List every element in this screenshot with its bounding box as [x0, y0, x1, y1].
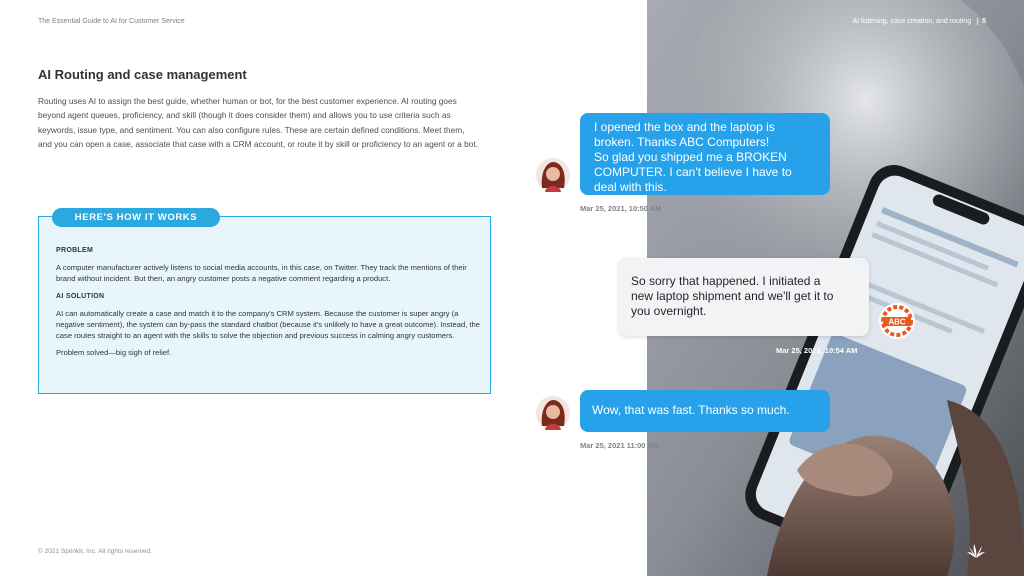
timestamp-3: Mar 25, 2021 11:00 AM — [580, 441, 659, 450]
abc-computers-logo-icon — [879, 303, 915, 339]
message-line: So glad you shipped me a BROKEN — [594, 150, 787, 164]
message-line: So sorry that happened. I initiated a — [631, 274, 821, 288]
solution-label: AI SOLUTION — [56, 292, 105, 300]
problem-label: PROBLEM — [56, 247, 94, 254]
customer-avatar-icon — [536, 396, 570, 430]
header-guide-title: The Essential Guide to AI for Customer Service — [38, 18, 185, 25]
how-it-works-content — [56, 245, 480, 365]
message-line: new laptop shipment and we'll get it to — [631, 289, 834, 303]
chat-message-agent — [619, 258, 869, 336]
copyright: © 2021 Sprinklr, Inc. All rights reserved. — [38, 548, 152, 555]
chat-message-customer-2 — [580, 390, 830, 432]
chat-message-customer-1 — [580, 113, 830, 195]
message-line: Wow, that was fast. Thanks so much. — [592, 403, 790, 417]
customer-avatar-icon — [536, 158, 570, 192]
page-number: 5 — [977, 18, 986, 25]
message-line: deal with this. — [594, 180, 667, 194]
timestamp-2: Mar 25, 2021, 10:54 AM — [776, 346, 858, 355]
message-line: I opened the box and the laptop is — [594, 120, 775, 134]
closing-text: Problem solved—big sigh of relief. — [56, 348, 172, 358]
section-title: AI Routing and case management — [38, 67, 247, 82]
header-section-label — [852, 18, 986, 25]
intro-paragraph: Routing uses AI to assign the best guide, whether human or bot, for the best customer experience. AI routing goes beyond agent queues, proficiency, and skill (though it does consider them) and allows you to use criteria such as keywords, issue type, and sentiment. You can also configure rules. These are certain defined conditions. Meet them, and you can open a case, associate that case with a CRM account, or route it by skill or proficiency to an agent or a bot. — [38, 96, 478, 150]
header-section-text: AI listening, case creation, and routing — [852, 18, 972, 25]
problem-text: A computer manufacturer actively listens to social media accounts, in this case, on Twitter. They track the mentions of their brand without incident. But then, an angry customer posts a negative comment regarding a product. — [56, 263, 467, 284]
how-it-works-tab: HERE'S HOW IT WORKS — [52, 208, 220, 227]
solution-text: AI can automatically create a case and match it to the company's CRM system. Because the customer is super angry (a negative sentiment), the system can by-pass the standard chatbot (because it's unlikely to have a great outcome). Instead, the case routes straight to an agent with the skills to solve the objection and previous success in calming angry customers. — [56, 308, 480, 341]
message-line: you overnight. — [631, 304, 707, 318]
timestamp-1: Mar 25, 2021, 10:50 AM — [580, 204, 662, 213]
abc-logo-text: ABC — [888, 317, 906, 327]
sprinklr-logo-icon — [966, 543, 986, 559]
message-line: broken. Thanks ABC Computers! — [594, 135, 770, 149]
message-line: COMPUTER. I can't believe I have to — [594, 165, 792, 179]
